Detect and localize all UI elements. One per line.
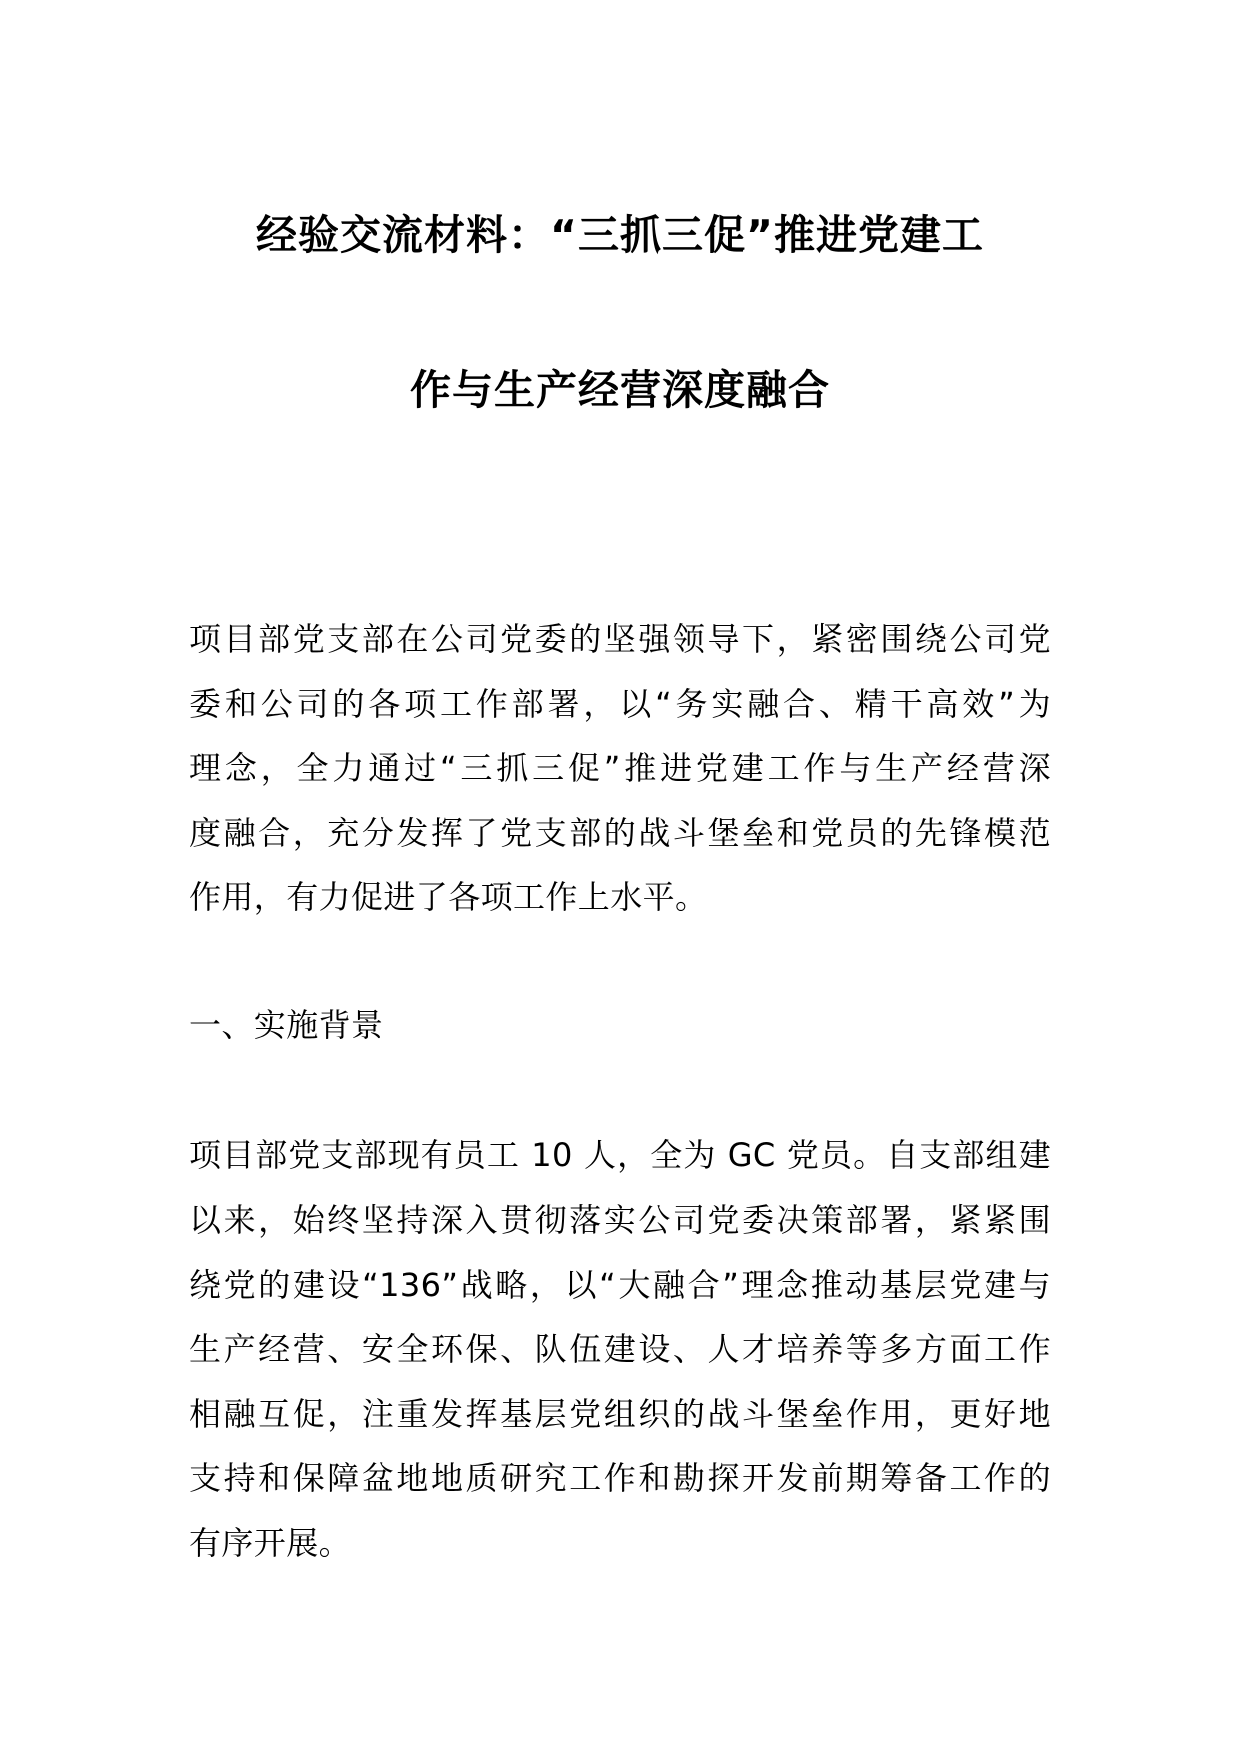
intro-paragraph-line: 委和公司的各项工作部署，以“务实融合、精干高效”为 (189, 685, 1051, 723)
background-paragraph-line: 绕党的建设“136”战略，以“大融合”理念推动基层党建与 (189, 1266, 1051, 1304)
background-paragraph-line: 支持和保障盆地地质研究工作和勘探开发前期筹备工作的 (189, 1459, 1051, 1497)
background-paragraph-line: 项目部党支部现有员工 10 人，全为 GC 党员。自支部组建 (189, 1136, 1051, 1174)
background-paragraph-line: 相融互促，注重发挥基层党组织的战斗堡垒作用，更好地 (189, 1395, 1051, 1433)
background-paragraph-line: 以来，始终坚持深入贯彻落实公司党委决策部署，紧紧围 (189, 1201, 1051, 1239)
document-title-line-2: 作与生产经营深度融合 (410, 366, 830, 414)
background-paragraph-line: 生产经营、安全环保、队伍建设、人才培养等多方面工作 (189, 1330, 1051, 1368)
section-heading: 一、实施背景 (189, 1006, 384, 1044)
intro-paragraph-line: 理念，全力通过“三抓三促”推进党建工作与生产经营深 (189, 749, 1051, 787)
intro-paragraph-line: 度融合，充分发挥了党支部的战斗堡垒和党员的先锋模范 (189, 814, 1051, 852)
background-paragraph-line: 有序开展。 (189, 1524, 352, 1562)
document-title-line-1: 经验交流材料：“三抓三促”推进党建工 (256, 211, 984, 259)
intro-paragraph-line: 作用，有力促进了各项工作上水平。 (189, 878, 708, 916)
intro-paragraph-line: 项目部党支部在公司党委的坚强领导下，紧密围绕公司党 (189, 620, 1051, 658)
